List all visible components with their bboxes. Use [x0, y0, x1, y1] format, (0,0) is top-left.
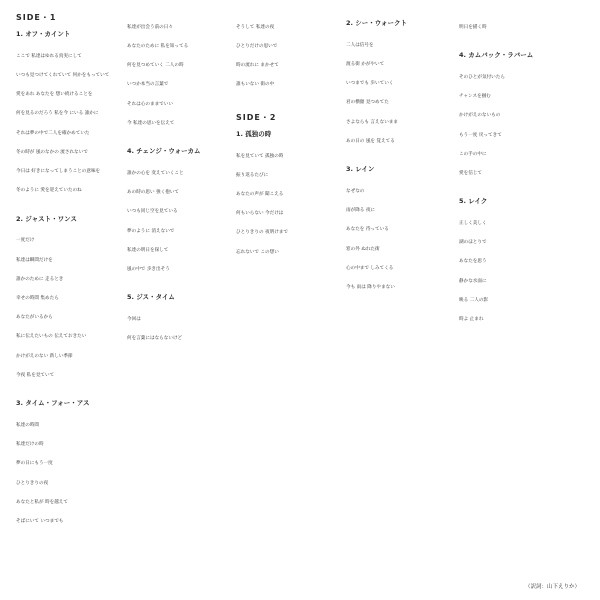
lyric-line: 何を見るのだろう 私を今 にいる 誰かに [16, 111, 99, 117]
column-1 [16, 12, 120, 538]
lyric-line: 今 私達の思いを伝えて [127, 120, 175, 126]
song-lyrics [346, 176, 450, 304]
column-3 [236, 12, 340, 269]
lyric-line: もう一度 戻ってきて [459, 132, 502, 138]
lyric-line: 心の中まで しみてくる [346, 265, 394, 271]
song-block [16, 214, 120, 393]
song-block [459, 50, 563, 190]
lyric-line: 夢のように 消えないで [127, 228, 175, 234]
lyric-line: 渡る街 かがやいて [346, 62, 385, 68]
song-title: 1. オフ・カイント [16, 30, 71, 38]
lyric-line: いつか本当の言葉で [127, 82, 169, 88]
lyric-line: 何を見つめていく 二人の時 [127, 63, 184, 69]
lyric-line: 忘れないで この想い [236, 249, 279, 255]
song-title: 3. レイン [346, 165, 375, 174]
song-lyrics [127, 158, 231, 286]
lyric-line: なぜなの [346, 188, 365, 194]
column-5 [459, 12, 563, 336]
lyric-line: ひとりだけの思いで [236, 44, 278, 50]
lyric-line: あなたと私が 時を越えて [16, 499, 68, 505]
lyric-line: 誰かのために 走るとき [16, 276, 64, 282]
song-block [346, 18, 450, 158]
side-1-label: SIDE・1 [16, 13, 57, 22]
song-lyrics [16, 226, 120, 393]
lyric-line: いつも同じ空を見ている [127, 209, 178, 215]
lyric-line: 今日は 好きになってしまうことの意味を [16, 169, 101, 175]
song-lyrics [16, 41, 120, 208]
song-lyrics [236, 141, 340, 269]
lyric-line: ここで 私達はゆれる真実にして [16, 53, 82, 59]
lyric-line: 窓の外 ぬれた街 [346, 246, 380, 252]
lyric-line: 私達の時間 [16, 422, 39, 428]
lyric-line: 私に伝えたいもの 伝えておきたい [16, 334, 87, 340]
lyric-line: 映る 二人の影 [459, 297, 489, 303]
song-lyrics [459, 208, 563, 336]
lyric-line: 何もいらない 今だけは [236, 211, 284, 217]
song-lyrics [459, 12, 563, 44]
song-lyrics [236, 12, 340, 102]
lyric-line: 冬の時が 風のなかの 流されないで [16, 149, 88, 155]
column-4 [346, 12, 450, 304]
lyric-line: 正しく美しく [459, 220, 487, 226]
song-title: 4. チェンジ・ウォーカム [127, 147, 201, 156]
lyric-line: 湖のほとりで [459, 240, 487, 246]
lyric-line: 風の中で 歩き出そう [127, 267, 170, 273]
lyric-line: いつまでも 歩いていく [346, 81, 394, 87]
lyric-line: 時の流れに まかせて [236, 63, 279, 69]
lyric-line: 時よ 止まれ [459, 317, 484, 323]
song-title: 3. タイム・フォー・アス [16, 399, 90, 408]
lyric-line: 私達だけの時 [16, 442, 44, 448]
column-2 [127, 12, 231, 356]
song-block [459, 196, 563, 336]
lyric-line: 一度だけ [16, 238, 35, 244]
song-title: 5. レイク [459, 197, 488, 206]
lyric-line: 今夜 私を見ていて [16, 372, 55, 378]
lyric-line: あなたがいるから [16, 315, 53, 321]
song-title: 4. カムバック・ラバーム [459, 51, 534, 60]
lyric-line: 私達が出会う前の日々 [127, 24, 173, 30]
lyric-line: 今も 雨は 降りやまない [346, 285, 395, 291]
lyric-line: そうして 私達の夜 [236, 24, 275, 30]
song-block [346, 164, 450, 304]
lyric-line: ひとりきりの夜 [16, 480, 49, 486]
song-lyrics [459, 62, 563, 190]
lyric-line: 二人は信号を [346, 42, 374, 48]
lyric-line: あの時の思い 強く抱いて [127, 190, 179, 196]
song-lyrics [16, 410, 120, 538]
lyric-line: あなたを 待っている [346, 227, 389, 233]
lyric-line: 誰かの心を 変えていくこと [127, 170, 184, 176]
lyric-line: そのひとが気付いたら [459, 74, 505, 80]
lyric-line: あなたの声が 聞こえる [236, 191, 284, 197]
lyric-line: 振り返るたびに [236, 172, 269, 178]
lyric-line: 誰もいない 街の中 [236, 82, 275, 88]
song-block [127, 12, 231, 140]
lyric-line: かけがえのないもの [459, 113, 501, 119]
lyric-line: ひとりきりの 夜明けまで [236, 230, 288, 236]
lyric-line: 愛を信じて [459, 170, 482, 176]
song-block [127, 146, 231, 286]
lyric-line: 今回は [127, 317, 141, 323]
song-block [16, 398, 120, 538]
song-lyrics [346, 30, 450, 158]
lyric-line: 幸せの時間 集めたら [16, 296, 59, 302]
lyric-line: 私を見ていて 孤独の時 [236, 153, 284, 159]
translator-credit: （訳詞：山下えりか） [524, 584, 580, 590]
song-lyrics [127, 12, 231, 140]
lyric-line: あなたを思う [459, 259, 487, 265]
song-block [236, 129, 340, 269]
song-title: 5. ジス・タイム [127, 293, 175, 302]
lyric-line: かけがえのない 新しい季節 [16, 353, 73, 359]
lyric-line: チャンスを掴む [459, 94, 491, 100]
lyric-line: 夢の日にもう一度 [16, 461, 53, 467]
lyric-line: 愛をあれ あなたを 想い続けることを [16, 92, 93, 98]
lyric-line: それは夢の中で二人を確かめていた [16, 130, 90, 136]
lyric-line: そばにいて いつまでも [16, 519, 64, 525]
lyric-line: この手の中に [459, 151, 487, 157]
lyric-line: さよならも 言えないまま [346, 119, 398, 125]
side-2-label: SIDE・2 [236, 112, 277, 122]
song-block [459, 12, 563, 44]
song-block [236, 12, 340, 102]
song-title: 2. シー・ウォークト [346, 19, 407, 27]
lyric-line: 私達の明日を探して [127, 247, 169, 253]
lyric-line: 雨が降る 夜に [346, 208, 376, 214]
song-block [127, 292, 231, 355]
lyric-line: 静かな水面に [459, 278, 487, 284]
lyric-line: 明日を描く時 [459, 24, 487, 30]
lyric-line: いつも見つけてくれていて 何かをもっていて [16, 73, 110, 79]
lyric-line: 何を言葉にはならないけど [127, 336, 183, 342]
song-title: 2. ジャスト・ワンス [16, 214, 77, 223]
lyric-line: あなたのために 私を知ってる [127, 44, 189, 50]
lyric-line: あの日の 風を 覚えてる [346, 138, 395, 144]
song-lyrics [127, 304, 231, 355]
song-title: 1. 孤独の時 [236, 129, 272, 138]
lyric-line: 君の横顔 見つめてた [346, 100, 389, 106]
lyric-line: 私達は瞬間だけを [16, 257, 53, 263]
lyric-line: 冬のように 愛を迎えていたのね [16, 188, 82, 194]
lyric-line: それは心のままでいい [127, 101, 173, 107]
song-block [16, 29, 120, 208]
